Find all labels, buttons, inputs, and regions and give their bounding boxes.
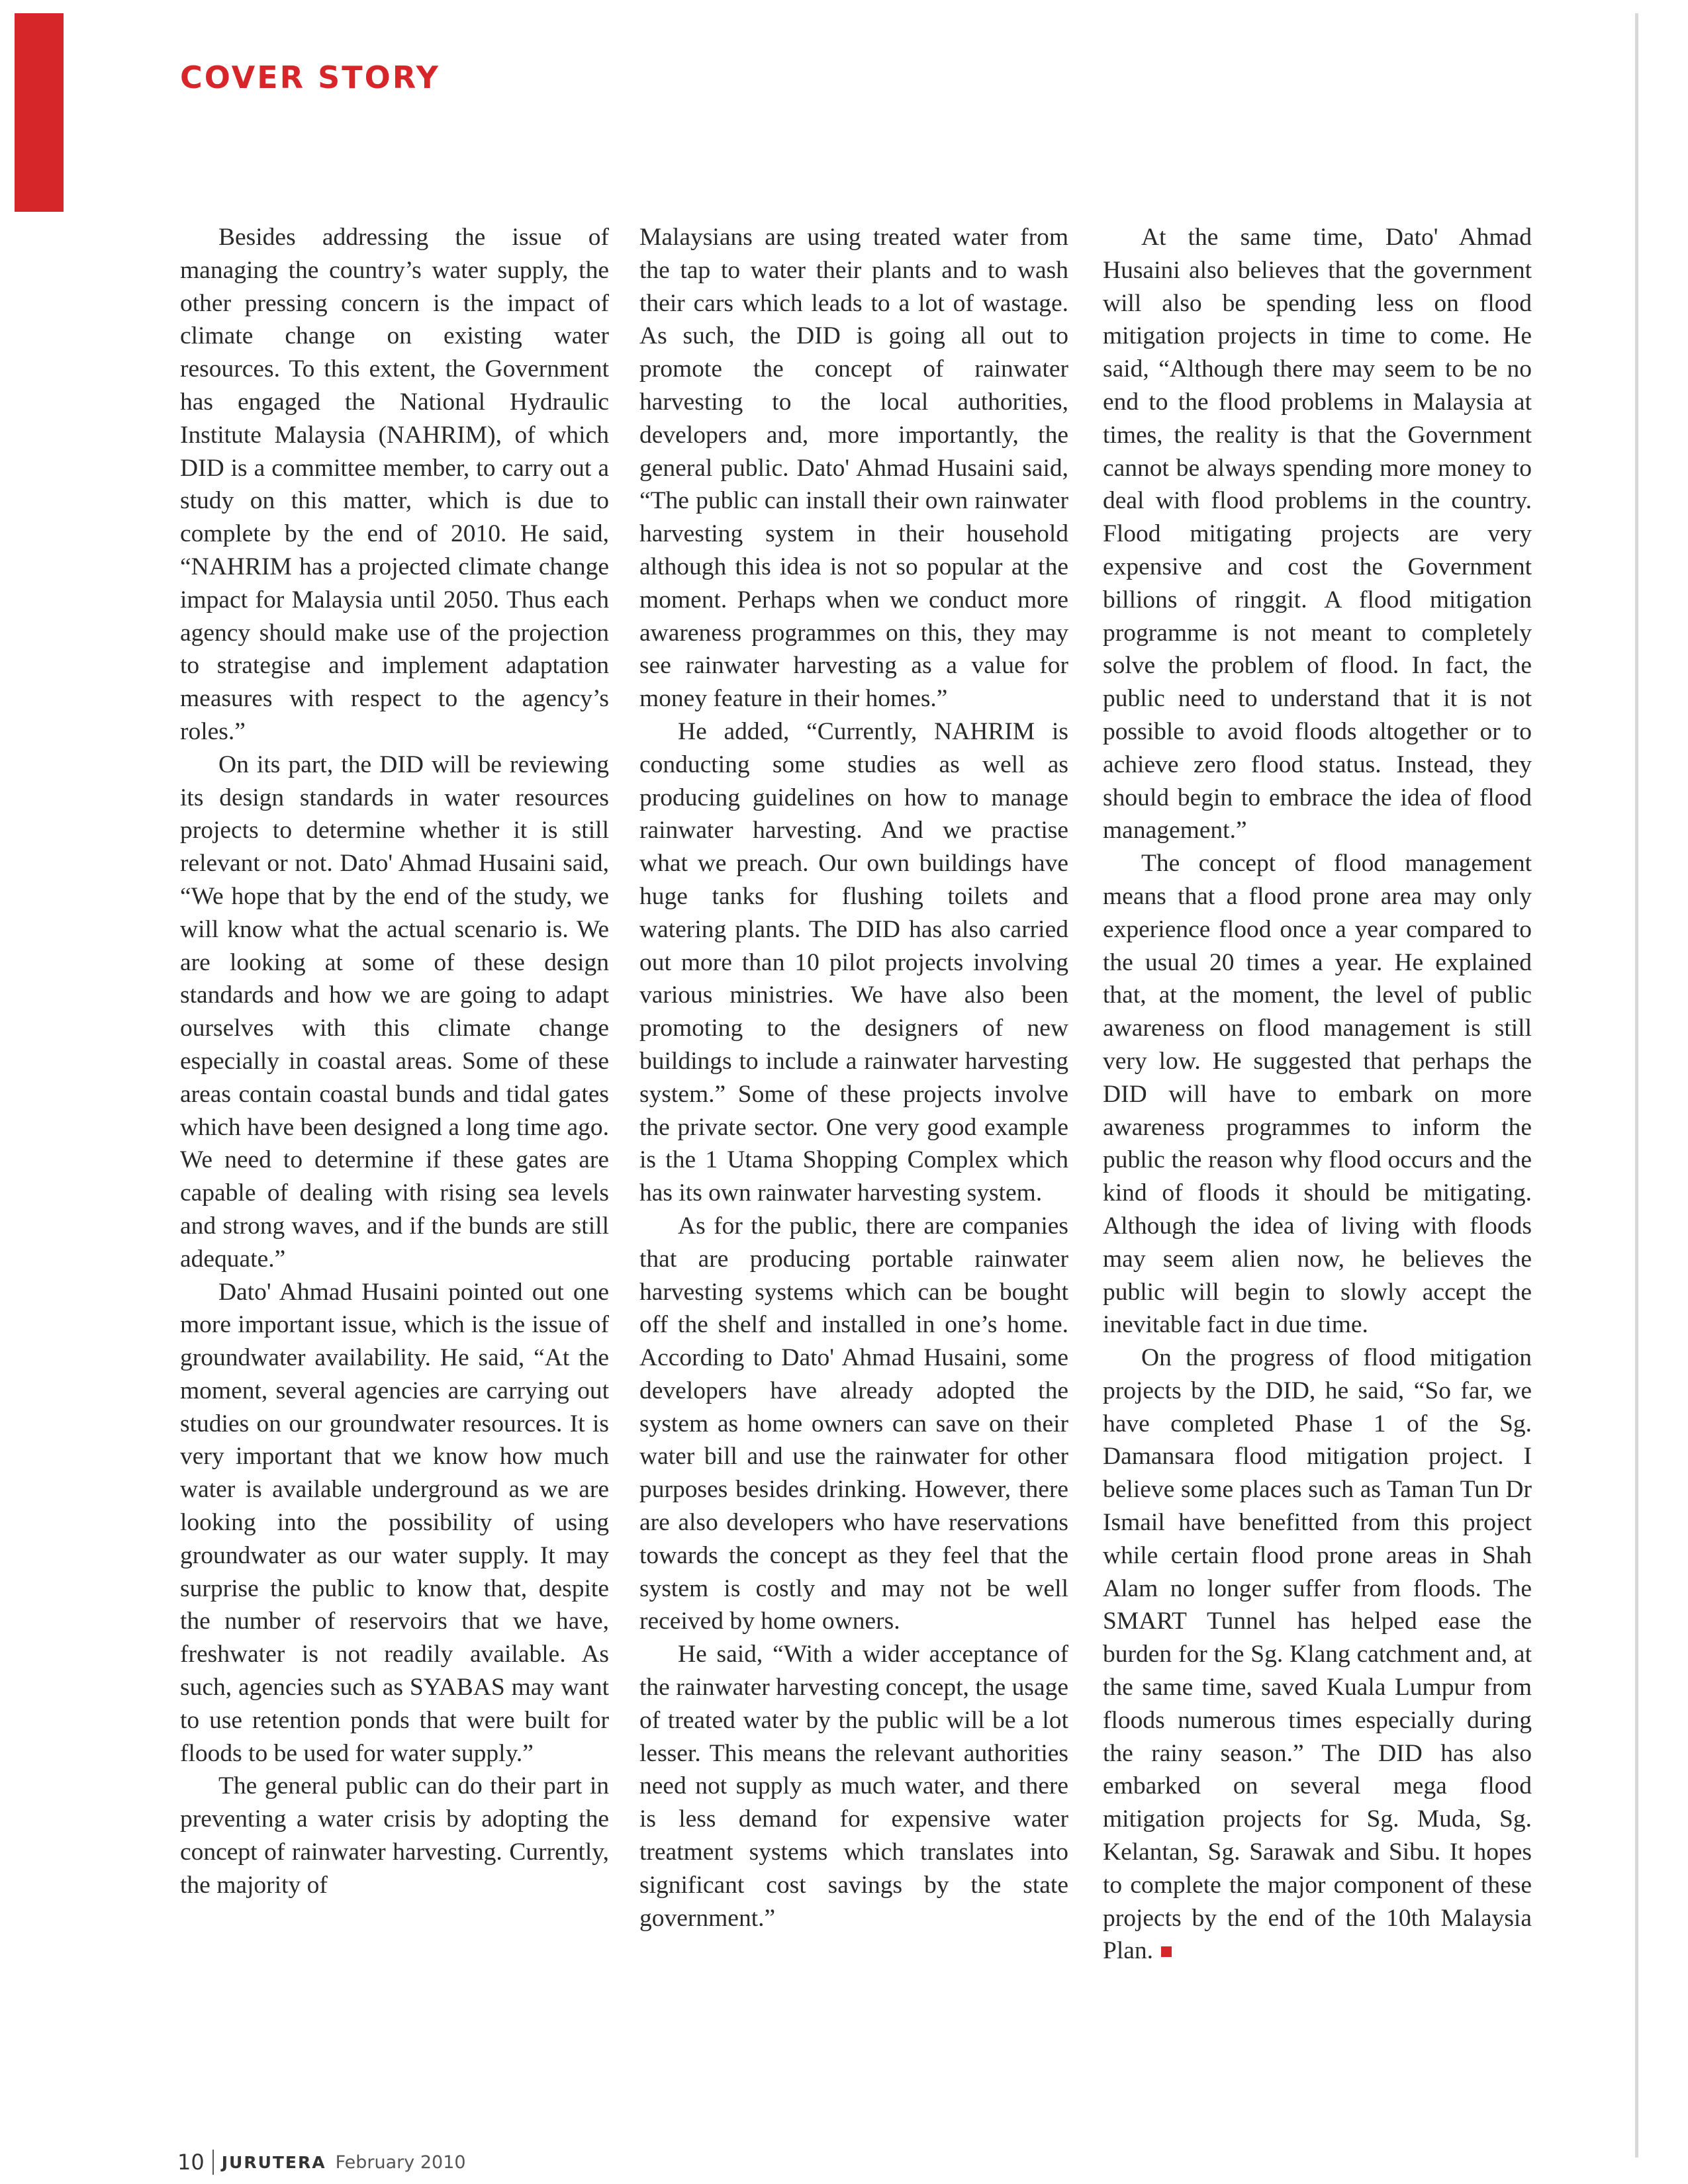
paragraph: He added, “Currently, NAHRIM is conducting some studies as well as producing guidelines on how to manage rainwater harvesting. And we practise what we preach. Our own buildings have huge tanks for flushing toilets and watering plants. The DID has also carried out more than 10 pilot projects involving various ministries. We have also been promoting to the designers of new buildings to include a rainwater harvesting system.” Some of these projects involve the private sector. One very good example is the 1 Utama Shopping Complex which has its own rainwater harvesting system. (639, 717, 1068, 1207)
article-column-1 (180, 221, 609, 1902)
page-edge-shadow (1635, 13, 1638, 2158)
paragraph: As for the public, there are companies that are producing portable rainwater harvesting systems which can be bought off the shelf and installed in one’s home. According to Dato' Ahmad Husaini, some developers have already adopted the system as home owners can save on their water bill and use the rainwater for other purposes besides drinking. However, there are also developers who have reservations towards the concept as they feel that the system is costly and may not be well received by home owners. (639, 1212, 1068, 1635)
page-footer (177, 2150, 466, 2175)
paragraph-text: On the progress of flood mitigation projects by the DID, he said, “So far, we have completed Phase 1 of the Sg. Damansara flood mitigation project. I believe some places such as Taman Tun Dr Ismail have benefitted from this project while certain flood prone areas in Shah Alam no longer suffer from floods. The SMART Tunnel has helped ease the burden for the Sg. Klang catchment and, at the same time, saved Kuala Lumpur from floods numerous times especially during the rainy season.” The DID has also embarked on several mega flood mitigation projects for Sg. Muda, Sg. Kelantan, Sg. Sarawak and Sibu. It hopes to complete the major component of these projects by the end of the 10th Malaysia Plan. (1103, 1344, 1532, 1965)
paragraph: Dato' Ahmad Husaini pointed out one more important issue, which is the issue of groundwater availability. He said, “At the moment, several agencies are carrying out studies on our groundwater resources. It is very important that we know how much water is available underground as we are looking into the possibility of using groundwater as our water supply. It may surprise the public to know that, despite the number of reservoirs that we have, freshwater is not readily available. As such, agencies such as SYABAS may want to use retention ponds that were built for floods to be used for water supply.” (180, 1278, 609, 1767)
paragraph: He said, “With a wider acceptance of the rainwater harvesting concept, the usage of treated water by the public will be a lot lesser. This means the relevant authorities need not supply as much water, and there is less demand for expensive water treatment systems which translates into significant cost savings by the state government.” (639, 1641, 1068, 1932)
magazine-name: JURUTERA (221, 2152, 326, 2172)
paragraph: Besides addressing the issue of managing the country’s water supply, the other pressing concern is the impact of climate change on existing water resources. To this extent, the Government has engaged the National Hydraulic Institute Malaysia (NAHRIM), of which DID is a committee member, to carry out a study on this matter, which is due to complete by the end of 2010. He said, “NAHRIM has a projected climate change impact for Malaysia until 2050. Thus each agency should make use of the projection to strategise and implement adaptation measures with respect to the agency’s roles.” (180, 224, 609, 745)
footer-divider (212, 2150, 214, 2175)
issue-date: February 2010 (335, 2152, 466, 2173)
page-number: 10 (177, 2150, 205, 2175)
paragraph: Malaysians are using treated water from the tap to water their plants and to wash their cars which leads to a lot of wastage. As such, the DID is going all out to promote the concept of rainwater harvesting to the local authorities, developers and, more importantly, the general public. Dato' Ahmad Husaini said, “The public can install their own rainwater harvesting system in their household although this idea is not so popular at the moment. Perhaps when we conduct more awareness programmes on this, they may see rainwater harvesting as a value for money feature in their homes.” (639, 224, 1068, 713)
section-color-tab (15, 13, 64, 212)
article-column-2 (639, 221, 1068, 1934)
paragraph: The concept of flood management means that a flood prone area may only experience flood once a year compared to the usual 20 times a year. He explained that, at the moment, the level of public awareness on flood management is still very low. He suggested that perhaps the DID will have to embark on more awareness programmes to inform the public the reason why flood occurs and the kind of floods it should be mitigating. Although the idea of living with floods may seem alien now, he believes the public will begin to slowly accept the inevitable fact in due time. (1103, 850, 1532, 1339)
paragraph: At the same time, Dato' Ahmad Husaini also believes that the government will also be spending less on flood mitigation projects in time to come. He said, “Although there may seem to be no end to the flood problems in Malaysia at times, the reality is that the Government cannot be always spending more money to deal with flood problems in the country. Flood mitigating projects are very expensive and cost the Government billions of ringgit. A flood mitigation programme is not meant to completely solve the problem of flood. In fact, the public need to understand that it is not possible to avoid floods altogether or to achieve zero flood status. Instead, they should begin to embrace the idea of flood management.” (1103, 224, 1532, 844)
paragraph (1103, 1342, 1532, 1968)
section-title: COVER STORY (180, 60, 440, 95)
paragraph: The general public can do their part in preventing a water crisis by adopting the concept of rainwater harvesting. Currently, the majority of (180, 1772, 609, 1899)
end-of-article-icon (1161, 1946, 1172, 1957)
article-column-3 (1103, 221, 1532, 1968)
paragraph: On its part, the DID will be reviewing its design standards in water resources projects to determine whether it is still relevant or not. Dato' Ahmad Husaini said, “We hope that by the end of the study, we will know what the actual scenario is. We are looking at some of these design standards and how we are going to adapt ourselves with this climate change especially in coastal areas. Some of these areas contain coastal bunds and tidal gates which have been designed a long time ago. We need to determine if these gates are capable of dealing with rising sea levels and strong waves, and if the bunds are still adequate.” (180, 751, 609, 1273)
